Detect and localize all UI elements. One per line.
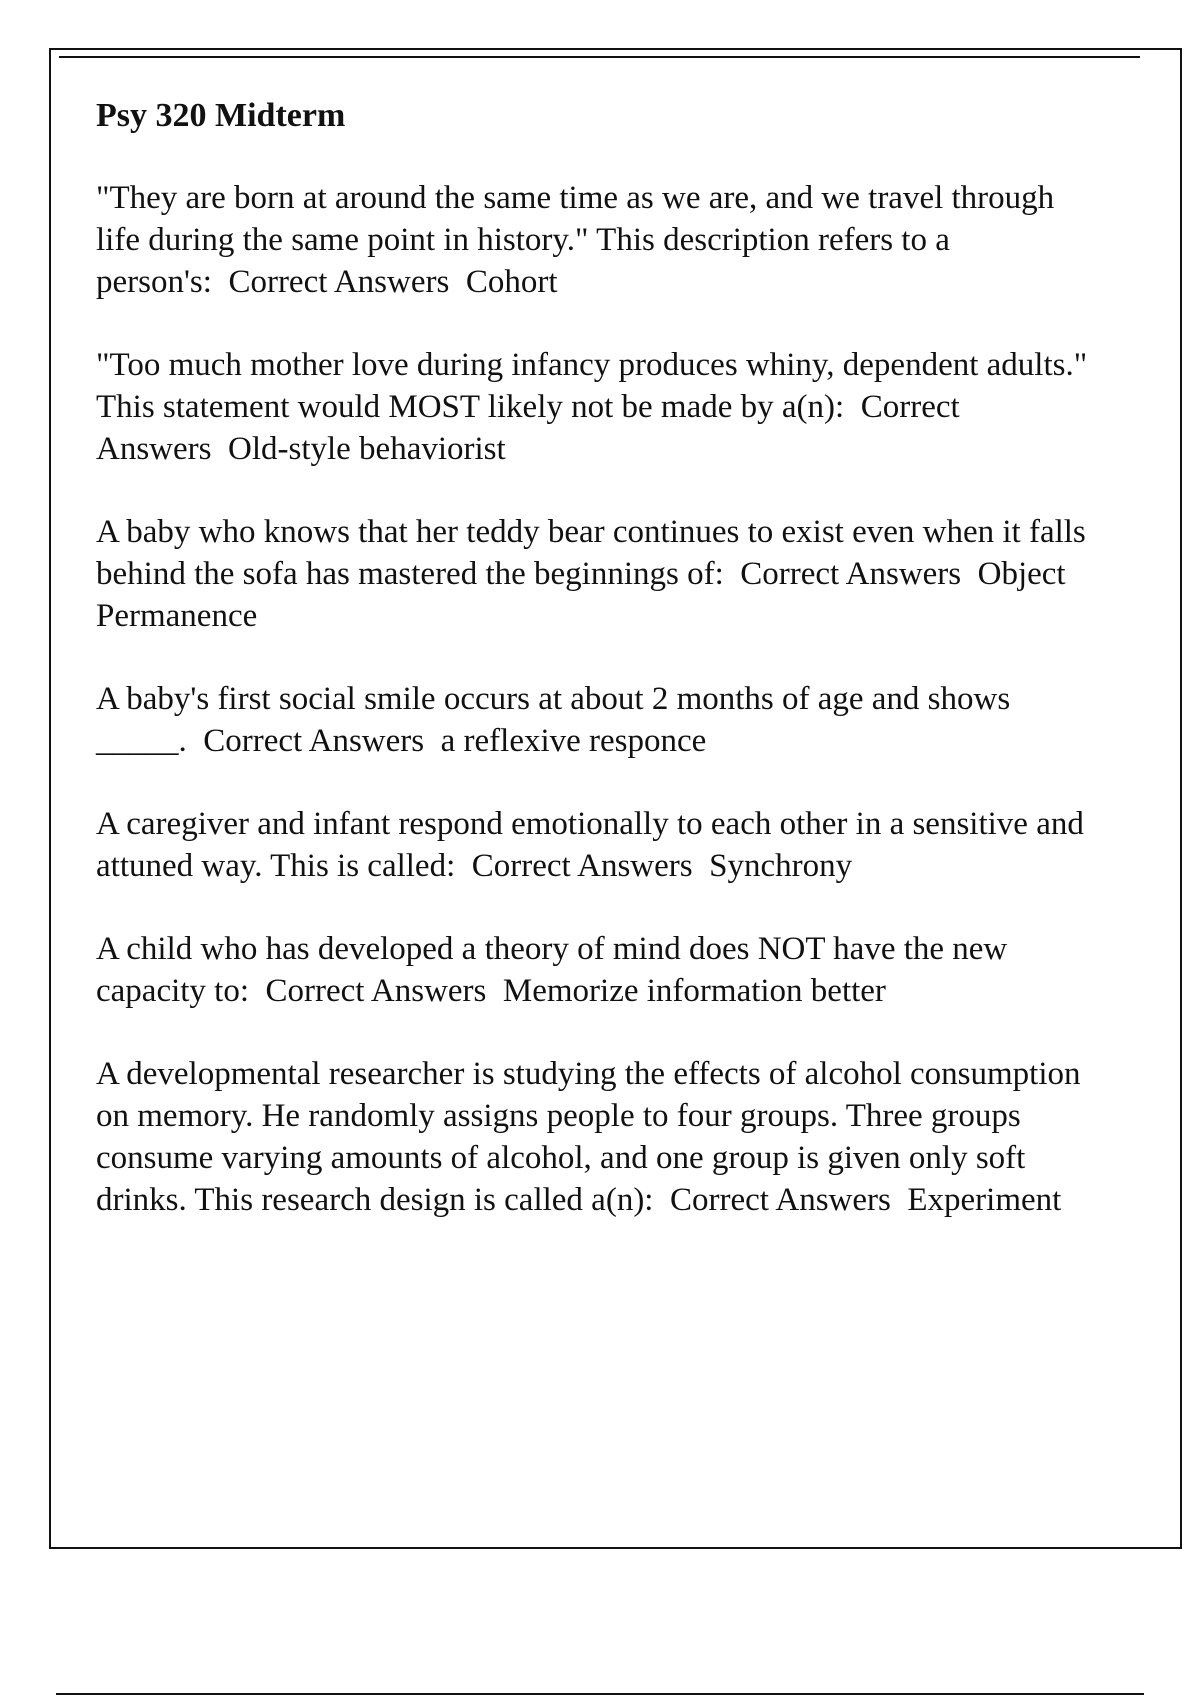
qa-item-6 bbox=[96, 928, 1096, 1012]
answer-text: Object Permanence bbox=[96, 556, 1066, 634]
qa-item-5 bbox=[96, 803, 1096, 887]
document-title: Psy 320 Midterm bbox=[96, 97, 346, 134]
question-text: A child who has developed a theory of mind does NOT have the new capacity to: bbox=[96, 931, 1008, 1009]
question-text: A caregiver and infant respond emotionally to each other in a sensitive and attuned way. This is called: bbox=[96, 806, 1084, 884]
qa-item-4 bbox=[96, 678, 1096, 762]
answer-label: Correct Answers bbox=[203, 723, 425, 759]
answer-text: Synchrony bbox=[709, 848, 853, 884]
answer-text: a reflexive responce bbox=[440, 723, 707, 759]
answer-label: Correct Answers bbox=[96, 389, 960, 467]
answer-text: Cohort bbox=[465, 264, 558, 300]
qa-item-3 bbox=[96, 511, 1096, 637]
question-text: A baby's first social smile occurs at about 2 months of age and shows _____. bbox=[96, 681, 1011, 759]
question-text: "They are born at around the same time as we are, and we travel through life during the same point in history." This description refers to a person's: bbox=[96, 180, 1055, 300]
answer-label: Correct Answers bbox=[669, 1182, 891, 1218]
answer-label: Correct Answers bbox=[740, 556, 962, 592]
bottom-rule bbox=[56, 1693, 1144, 1695]
document-body bbox=[96, 95, 1096, 1262]
answer-label: Correct Answers bbox=[471, 848, 693, 884]
qa-item-7 bbox=[96, 1053, 1096, 1221]
question-text: "Too much mother love during infancy produces whiny, dependent adults." This statement would MOST likely not be made by a(n): bbox=[96, 347, 1088, 425]
answer-label: Correct Answers bbox=[265, 973, 487, 1009]
answer-text: Experiment bbox=[907, 1182, 1062, 1218]
question-text: A developmental researcher is studying the effects of alcohol consumption on memory. He randomly assigns people to four groups. Three groups consume varying amounts of alcohol, and one group is given only soft drinks. This research design is called a(n): bbox=[96, 1056, 1081, 1218]
question-text: A baby who knows that her teddy bear continues to exist even when it falls behind the sofa has mastered the beginnings of: bbox=[96, 514, 1086, 592]
qa-item-2 bbox=[96, 344, 1096, 470]
answer-label: Correct Answers bbox=[228, 264, 450, 300]
top-rule bbox=[59, 56, 1140, 58]
qa-item-1 bbox=[96, 177, 1096, 303]
answer-text: Memorize information better bbox=[502, 973, 886, 1009]
answer-text: Old-style behaviorist bbox=[227, 431, 506, 467]
